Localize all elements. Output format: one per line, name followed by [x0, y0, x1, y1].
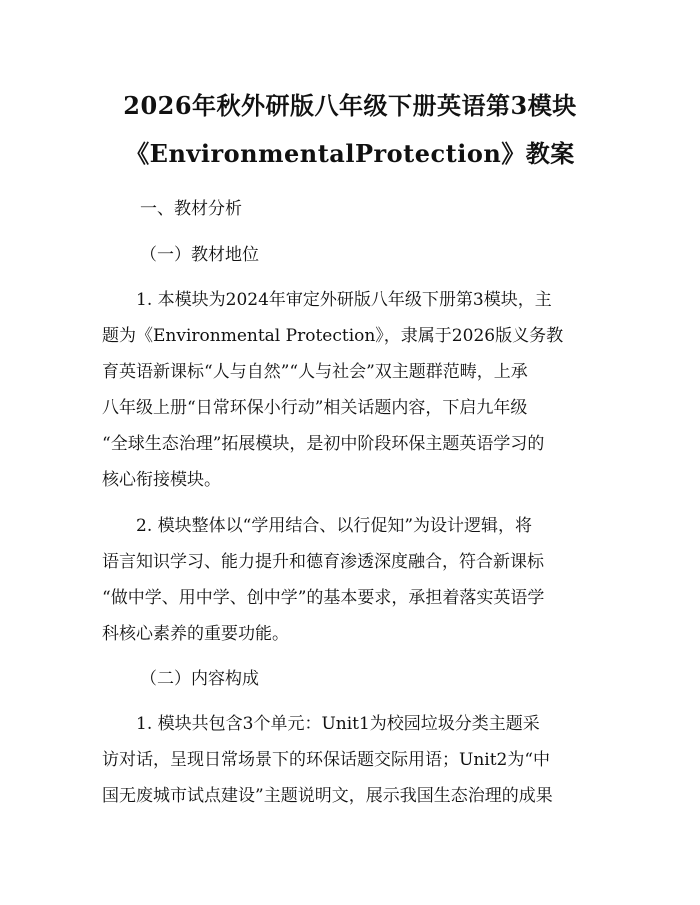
document-title-line-2: 《EnvironmentalProtection》教案 [125, 139, 575, 168]
subsection-heading-textbook-position: （一）教材地位 [140, 245, 259, 265]
paragraph-line: 核心衔接模块。 [102, 470, 221, 490]
paragraph-line: 八年级上册“日常环保小行动”相关话题内容，下启九年级 [102, 398, 528, 418]
paragraph-line: 题为《Environmental Protection》，隶属于2026版义务教 [102, 326, 564, 346]
subsection-heading-content-structure: （二）内容构成 [140, 669, 259, 689]
paragraph-line: “全球生态治理”拓展模块，是初中阶段环保主题英语学习的 [102, 434, 545, 454]
paragraph-line: 育英语新课标“人与自然”“人与社会”双主题群范畴，上承 [102, 362, 528, 382]
paragraph-textbook-position-1 [102, 282, 602, 498]
paragraph-line: 2. 模块整体以“学用结合、以行促知”为设计逻辑，将 [102, 516, 533, 536]
document-title-line-1: 2026年秋外研版八年级下册英语第3模块 [123, 91, 577, 120]
paragraph-line: 访对话，呈现日常场景下的环保话题交际用语；Unit2为“中 [102, 750, 551, 770]
section-heading-textbook-analysis: 一、教材分析 [140, 199, 242, 219]
paragraph-content-structure-1 [102, 706, 602, 814]
paragraph-line: 国无废城市试点建设”主题说明文，展示我国生态治理的成果 [102, 786, 553, 806]
paragraph-line: “做中学、用中学、创中学”的基本要求，承担着落实英语学 [102, 588, 545, 608]
paragraph-line: 科核心素养的重要功能。 [102, 624, 289, 644]
paragraph-textbook-position-2 [102, 508, 602, 652]
paragraph-line: 1. 模块共包含3个单元：Unit1为校园垃圾分类主题采 [102, 714, 540, 734]
paragraph-line: 1. 本模块为2024年审定外研版八年级下册第3模块，主 [102, 290, 552, 310]
paragraph-line: 语言知识学习、能力提升和德育渗透深度融合，符合新课标 [102, 552, 544, 572]
